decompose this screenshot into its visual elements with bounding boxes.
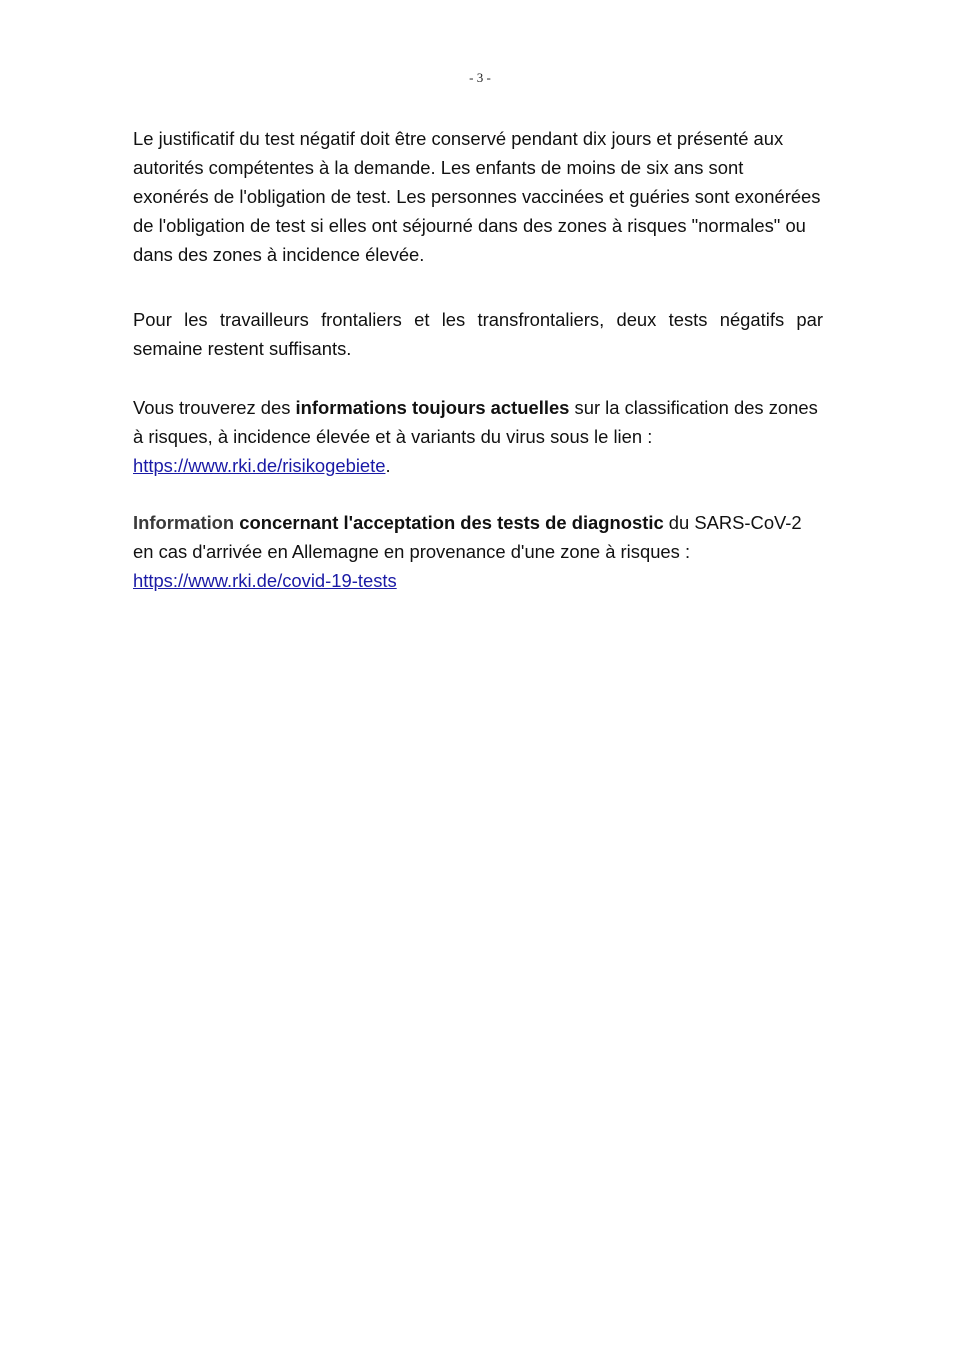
risk-info-bold-text: informations toujours actuelles xyxy=(295,397,570,418)
paragraph-cross-border-workers: Pour les travailleurs frontaliers et les transfrontaliers, deux tests négatifs par semaine restent suffisants. xyxy=(133,309,823,359)
test-info-bold-text: concernant l'acceptation des tests de diagnostic xyxy=(239,512,664,533)
risk-info-rest-text: sur la classification des zones à risques, à incidence élevée et à variants du virus sous le lien : xyxy=(133,397,818,447)
test-info-rest-text: du SARS-CoV-2 en cas d'arrivée en Allemagne en provenance d'une zone à risques : xyxy=(133,512,802,562)
page-number: - 3 - xyxy=(469,70,491,85)
risikogebiete-link[interactable]: https://www.rki.de/risikogebiete xyxy=(133,455,386,476)
paragraph-risk-areas-info xyxy=(133,393,823,480)
risk-info-tail-text: . xyxy=(385,455,391,476)
paragraph-test-proof: Le justificatif du test négatif doit être conservé pendant dix jours et présenté aux autorités compétentes à la demande. Les enfants de moins de six ans sont exonérés de l'obligation de test. Les personnes vaccinées et guéries sont exonérées de l'obligation de test si elles ont séjourné dans des zones à risques "normales" ou dans des zones à incidence élevée. xyxy=(133,128,821,265)
paragraph-test-acceptance-info xyxy=(133,508,823,595)
document-body xyxy=(133,124,823,595)
risk-info-lead-text: Vous trouverez des xyxy=(133,397,296,418)
covid-19-tests-link[interactable]: https://www.rki.de/covid-19-tests xyxy=(133,570,397,591)
test-info-lead-bold: Information xyxy=(133,512,235,533)
